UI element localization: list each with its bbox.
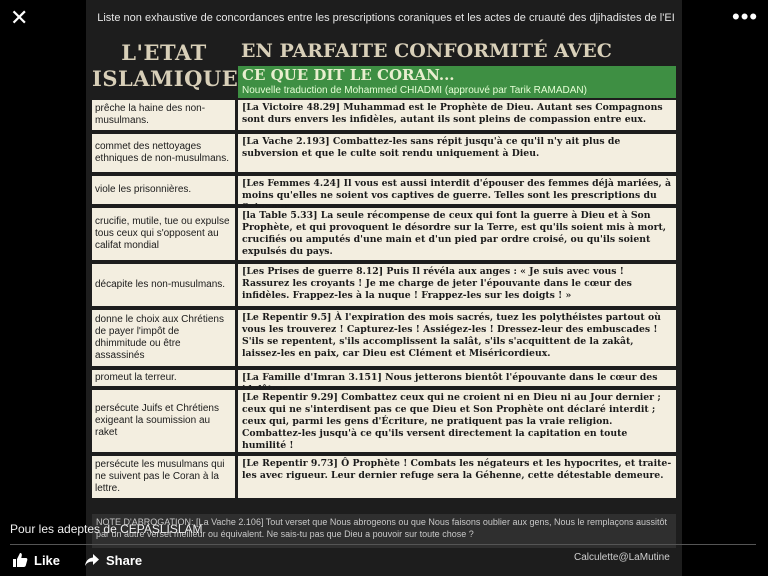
like-label: Like (34, 552, 61, 568)
table-row (86, 454, 682, 500)
green-title: CE QUE DIT LE CORAN... (242, 66, 455, 84)
table-row (86, 308, 682, 368)
table-row (86, 368, 682, 388)
act-cell: viole les prisonnières. (92, 176, 235, 204)
like-button[interactable] (12, 552, 60, 568)
table-row (86, 262, 682, 308)
table-row (86, 98, 682, 132)
green-subtitle: Nouvelle traduction de Mohammed CHIADMI (approuvé par Tarik RAMADAN) (242, 85, 587, 96)
share-arrow-icon (84, 552, 100, 568)
verse-cell: [Le Repentir 9.29] Combattez ceux qui ne croient ni en Dieu ni au Jour dernier ; ceux qui ne s'interdisent pas ce que Dieu et Son Prophète ont déclaré interdit ; ceux qui, parmi les gens d'Écriture, ne pratiquent pas la vraie religion. Combattez-les jusqu'à ce qu'ils versent directement la capitation en toute humilité ! (238, 390, 676, 452)
thumbs-up-icon (12, 552, 28, 568)
divider (10, 544, 756, 545)
act-cell: persécute Juifs et Chrétiens exigeant la soumission au raket (92, 390, 235, 452)
more-options-icon[interactable]: ••• (732, 4, 759, 29)
verse-cell: [Le Repentir 9.5] À l'expiration des mois sacrés, tuez les polythéistes partout où vous les trouverez ! Capturez-les ! Assiégez-les ! Dressez-leur des embuscades ! S'ils se repentent, s'ils accomplissent la salât, s'ils s'acquittent de la zakât, laissez-les en paix, car Dieu est Clément et Miséricordieux. (238, 310, 676, 366)
act-cell: persécute les musulmans qui ne suivent pas le Coran à la lettre. (92, 456, 235, 498)
verse-cell: [Les Prises de guerre 8.12] Puis Il révéla aux anges : « Je suis avec vous ! Rassurez les croyants ! Je me charge de jeter l'épouvante dans le cœur des infidèles. Frappez-les à la nuque ! Frappez-les sur les doigts ! » (238, 264, 676, 306)
verse-cell: [la Table 5.33] La seule récompense de ceux qui font la guerre à Dieu et à Son Prophète, et qui provoquent le désordre sur la Terre, est qu'ils soient mis à mort, crucifiés ou amputés d'une main et d'un pied par ordre croisé, ou qu'ils soient expulsés du pays. (238, 208, 676, 260)
table-row (86, 174, 682, 206)
table-row (86, 132, 682, 174)
post-caption: Pour les adeptes de CEPASLISLAM (10, 522, 203, 536)
table-row (86, 206, 682, 262)
act-cell: prêche la haine des non-musulmans. (92, 100, 235, 130)
verse-cell: [Les Femmes 4.24] Il vous est aussi interdit d'épouser des femmes déjà mariées, à moins qu'elles ne soient vos captives de guerre. Telles sont les prescriptions du (238, 176, 676, 204)
share-label: Share (106, 552, 143, 568)
left-title: L'ETAT ISLAMIQUE (92, 40, 239, 91)
poster-image (86, 0, 682, 576)
verse-cell: [La Famille d'Imran 3.151] Nous jetterons bientôt l'épouvante dans le cœur des (238, 370, 676, 386)
verse-cell: [La Vache 2.193] Combattez-les sans répit jusqu'à ce qu'il n'y ait plus de subversion et que le culte soit rendu uniquement à Dieu. (238, 134, 676, 172)
verse-cell: [Le Repentir 9.73] Ô Prophète ! Combats les négateurs et les hypocrites, et traite-les avec rigueur. Leur dernier refuge sera la Géhenne, cette détestable demeure. (238, 456, 676, 498)
table-row (86, 388, 682, 454)
close-icon[interactable]: ✕ (10, 5, 29, 30)
act-cell: commet des nettoyages ethniques de non-musulmans. (92, 134, 235, 172)
act-cell: donne le choix aux Chrétiens de payer l'impôt de dhimmitude ou être assassinés (92, 310, 235, 366)
credit-text: Calculette@LaMutine (574, 552, 670, 563)
right-title: EN PARFAITE CONFORMITÉ AVEC (241, 40, 612, 62)
act-cell: crucifie, mutile, tue ou expulse tous ceux qui s'opposent au califat mondial (92, 208, 235, 260)
poster-header: Liste non exhaustive de concordances entre les prescriptions coraniques et les actes de cruauté des djihadistes de l'EI (97, 12, 675, 24)
green-header-box (238, 66, 676, 98)
abrogation-note: NOTE D'ABROGATION: [La Vache 2.106] Tout verset que Nous abrogeons ou que Nous faisons oublier aux gens, Nous le remplaçons aussitôt par un autre verset meilleur ou équivalent. Ne sais-tu pas que Dieu a pouvoir sur toute chose ? (92, 514, 676, 548)
share-button[interactable] (84, 552, 142, 568)
act-cell: décapite les non-musulmans. (92, 264, 235, 306)
verse-cell: [La Victoire 48.29] Muhammad est le Prophète de Dieu. Autant ses Compagnons sont durs envers les infidèles, autant ils sont pleins de compassion entre eux. (238, 100, 676, 130)
act-cell: promeut la terreur. (92, 370, 235, 386)
